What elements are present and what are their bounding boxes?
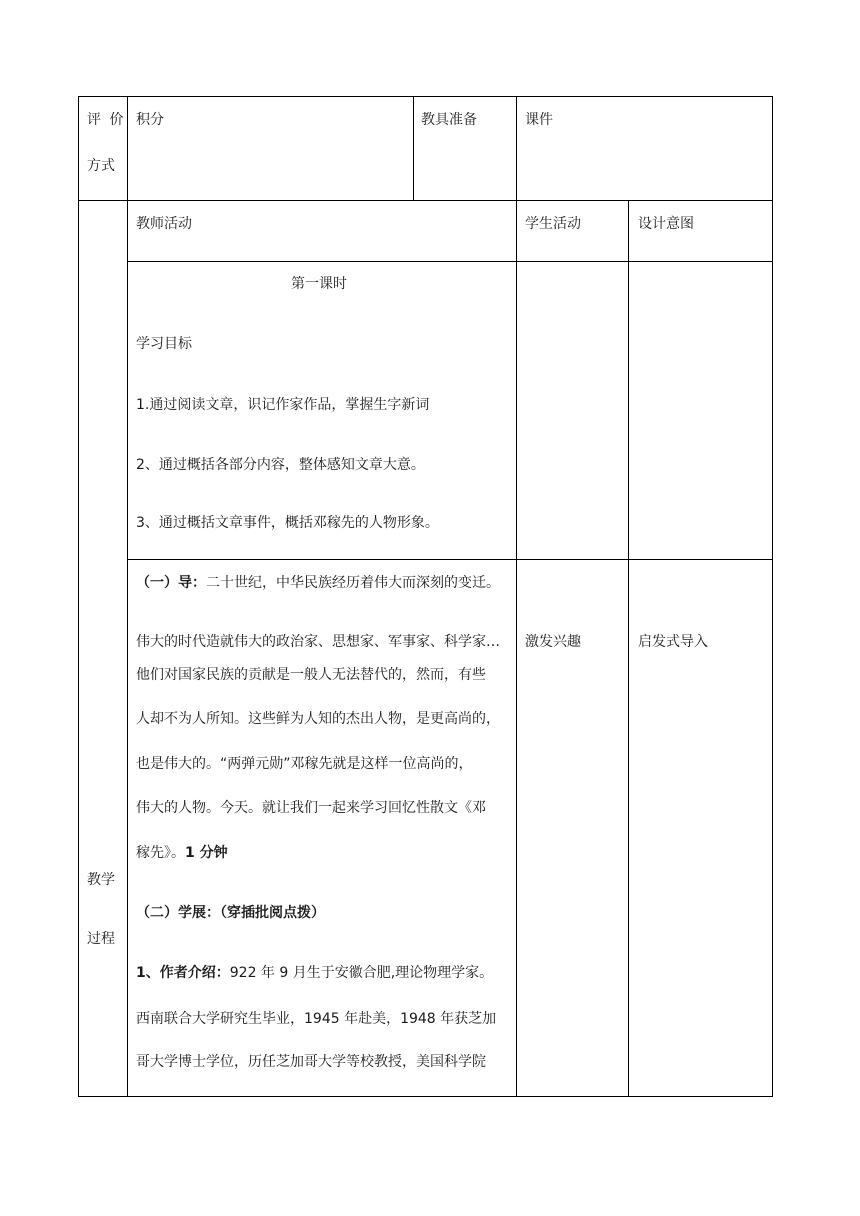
goal-item: 3、通过概括文章事件，概括邓稼先的人物形象。 — [136, 515, 439, 531]
author-intro-line: 西南联合大学研究生毕业，1945 年赴美，1948 年获芝加 — [136, 1011, 497, 1027]
table-left-border — [78, 96, 79, 1097]
column-header-teacher: 教师活动 — [136, 216, 192, 232]
student-activity-intro: 激发兴趣 — [525, 634, 581, 650]
design-intent-intro: 启发式导入 — [638, 634, 708, 650]
intro-paragraph-line — [136, 573, 508, 593]
teaching-tools-value: 课件 — [525, 112, 553, 128]
intro-text: 二十世纪，中华民族经历着伟大而深刻的变迁。 — [206, 575, 500, 591]
author-intro-line: 哥大学博士学位，历任芝加哥大学等校教授，美国科学院 — [136, 1054, 486, 1070]
section2-heading: （二）学展：（穿插批阅点拨） — [136, 905, 325, 921]
goals-heading: 学习目标 — [136, 336, 192, 352]
column-header-design: 设计意图 — [638, 216, 694, 232]
eval-method-label: 评 价 — [87, 112, 126, 128]
col-divider-student — [516, 96, 517, 1097]
eval-method-label-2: 方式 — [87, 158, 115, 174]
author-intro-line — [136, 963, 508, 983]
col-divider-label — [127, 96, 128, 1097]
intro-paragraph-line — [136, 843, 508, 863]
column-header-student: 学生活动 — [525, 216, 581, 232]
col-divider-tools-label — [413, 96, 414, 201]
intro-paragraph-line: 他们对国家民族的贡献是一般人无法替代的，然而，有些 — [136, 667, 486, 683]
row-divider-header — [78, 200, 773, 201]
col-divider-design — [628, 200, 629, 1097]
author-intro-text: 922 年 9 月生于安徽合肥,理论物理学家。 — [229, 965, 494, 981]
intro-paragraph-line: 也是伟大的。“两弹元勋”邓稼先就是这样一位高尚的， — [136, 756, 473, 772]
intro-paragraph-line: 人却不为人所知。这些鲜为人知的杰出人物，是更高尚的， — [136, 711, 500, 727]
row-divider-lesson — [127, 559, 773, 560]
row-divider-columns — [127, 261, 773, 262]
table-bottom-border — [78, 1096, 773, 1097]
intro-time: 1 分钟 — [185, 845, 228, 861]
goal-item: 1.通过阅读文章，识记作家作品，掌握生字新词 — [136, 397, 430, 413]
intro-paragraph-line: 伟大的时代造就伟大的政治家、思想家、军事家、科学家… — [136, 634, 500, 650]
table-right-border — [772, 96, 773, 1097]
intro-label: （一）导： — [136, 575, 206, 591]
eval-method-value: 积分 — [136, 112, 164, 128]
teaching-tools-label: 教具准备 — [421, 112, 477, 128]
intro-last-text: 稼先》。 — [136, 845, 185, 861]
process-label: 教学 — [87, 872, 115, 888]
goal-item: 2、通过概括各部分内容，整体感知文章大意。 — [136, 457, 425, 473]
lesson-title: 第一课时 — [291, 276, 347, 292]
intro-paragraph-line: 伟大的人物。今天。就让我们一起来学习回忆性散文《邓 — [136, 800, 486, 816]
table-top-border — [78, 96, 773, 97]
process-label-2: 过程 — [87, 931, 115, 947]
author-intro-label: 1、作者介绍： — [136, 965, 230, 981]
